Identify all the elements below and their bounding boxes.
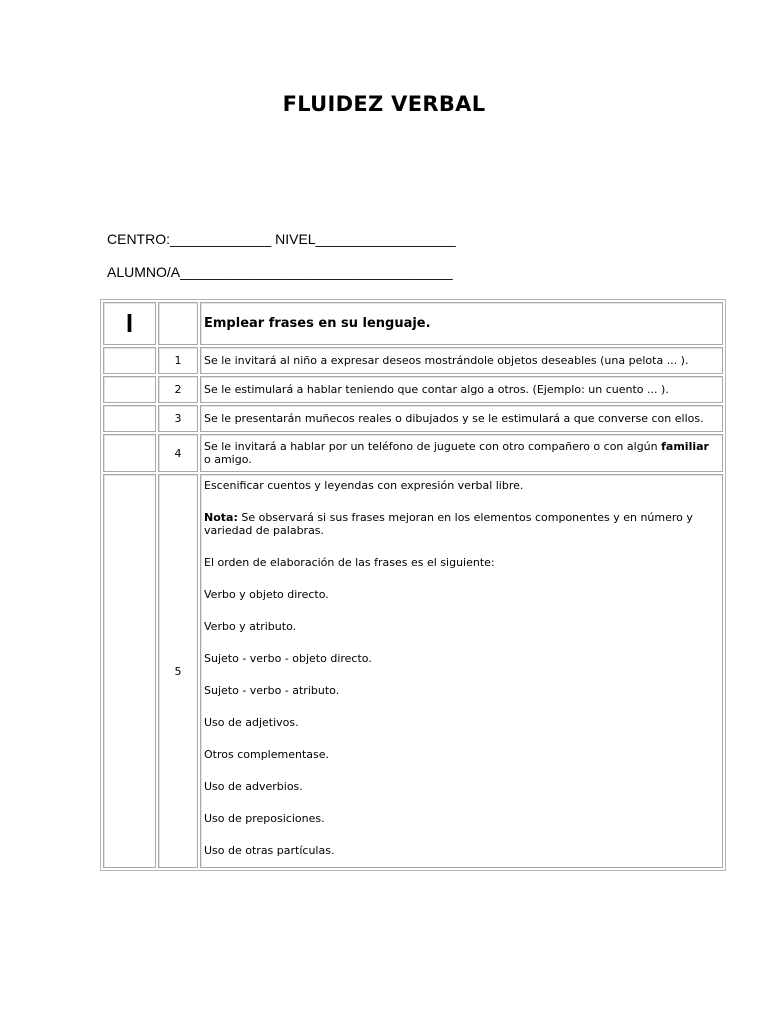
note-text: Se observará si sus frases mejoran en los elementos componentes y en número y variedad de palabras. <box>204 511 693 537</box>
row-number: 4 <box>158 434 198 472</box>
alumno-field: ALUMNO/A___________________________________ <box>107 264 453 280</box>
row-text: Se le estimulará a hablar teniendo que contar algo a otros. (Ejemplo: un cuento ... ). <box>200 376 723 403</box>
row-number: 5 <box>158 474 198 868</box>
table-row <box>103 347 723 374</box>
order-item: Verbo y atributo. <box>204 620 297 633</box>
order-item: Uso de preposiciones. <box>204 812 325 825</box>
empty-cell <box>103 474 156 868</box>
order-item: Uso de adjetivos. <box>204 716 299 729</box>
document-title: FLUIDEZ VERBAL <box>282 92 486 116</box>
row-text: Se le presentarán muñecos reales o dibujados y se le estimulará a que converse con ellos. <box>200 405 723 432</box>
row-text-after: o amigo. <box>204 453 252 466</box>
table-header-row <box>103 302 723 345</box>
order-item: Uso de adverbios. <box>204 780 303 793</box>
order-item: Uso de otras partículas. <box>204 844 335 857</box>
centro-nivel-field: CENTRO:_____________ NIVEL__________________ <box>107 231 456 247</box>
table-row <box>103 474 723 868</box>
order-item: Verbo y objeto directo. <box>204 588 329 601</box>
note-label: Nota: <box>204 511 238 524</box>
row-text-before: Se le invitará a hablar por un teléfono de juguete con otro compañero o con algún <box>204 440 662 453</box>
row-text <box>200 434 723 472</box>
activities-table <box>100 299 726 871</box>
row-number: 3 <box>158 405 198 432</box>
table-row <box>103 405 723 432</box>
row5-note <box>204 511 718 537</box>
empty-cell <box>103 434 156 472</box>
row-number: 1 <box>158 347 198 374</box>
section-roman-numeral: I <box>103 302 156 345</box>
empty-number-cell <box>158 302 198 345</box>
table-row <box>103 376 723 403</box>
row-text: Se le invitará al niño a expresar deseos mostrándole objetos deseables (una pelota ... ). <box>200 347 723 374</box>
row5-intro: Escenificar cuentos y leyendas con expresión verbal libre. <box>204 479 524 492</box>
order-item: Sujeto - verbo - atributo. <box>204 684 340 697</box>
table-row <box>103 434 723 472</box>
row-text-long <box>200 474 723 868</box>
row-text-bold: familiar <box>661 440 709 453</box>
section-heading: Emplear frases en su lenguaje. <box>200 302 723 345</box>
order-item: Sujeto - verbo - objeto directo. <box>204 652 372 665</box>
row-number: 2 <box>158 376 198 403</box>
row5-order-intro: El orden de elaboración de las frases es el siguiente: <box>204 556 495 569</box>
empty-cell <box>103 405 156 432</box>
empty-cell <box>103 347 156 374</box>
order-item: Otros complementase. <box>204 748 330 761</box>
empty-cell <box>103 376 156 403</box>
